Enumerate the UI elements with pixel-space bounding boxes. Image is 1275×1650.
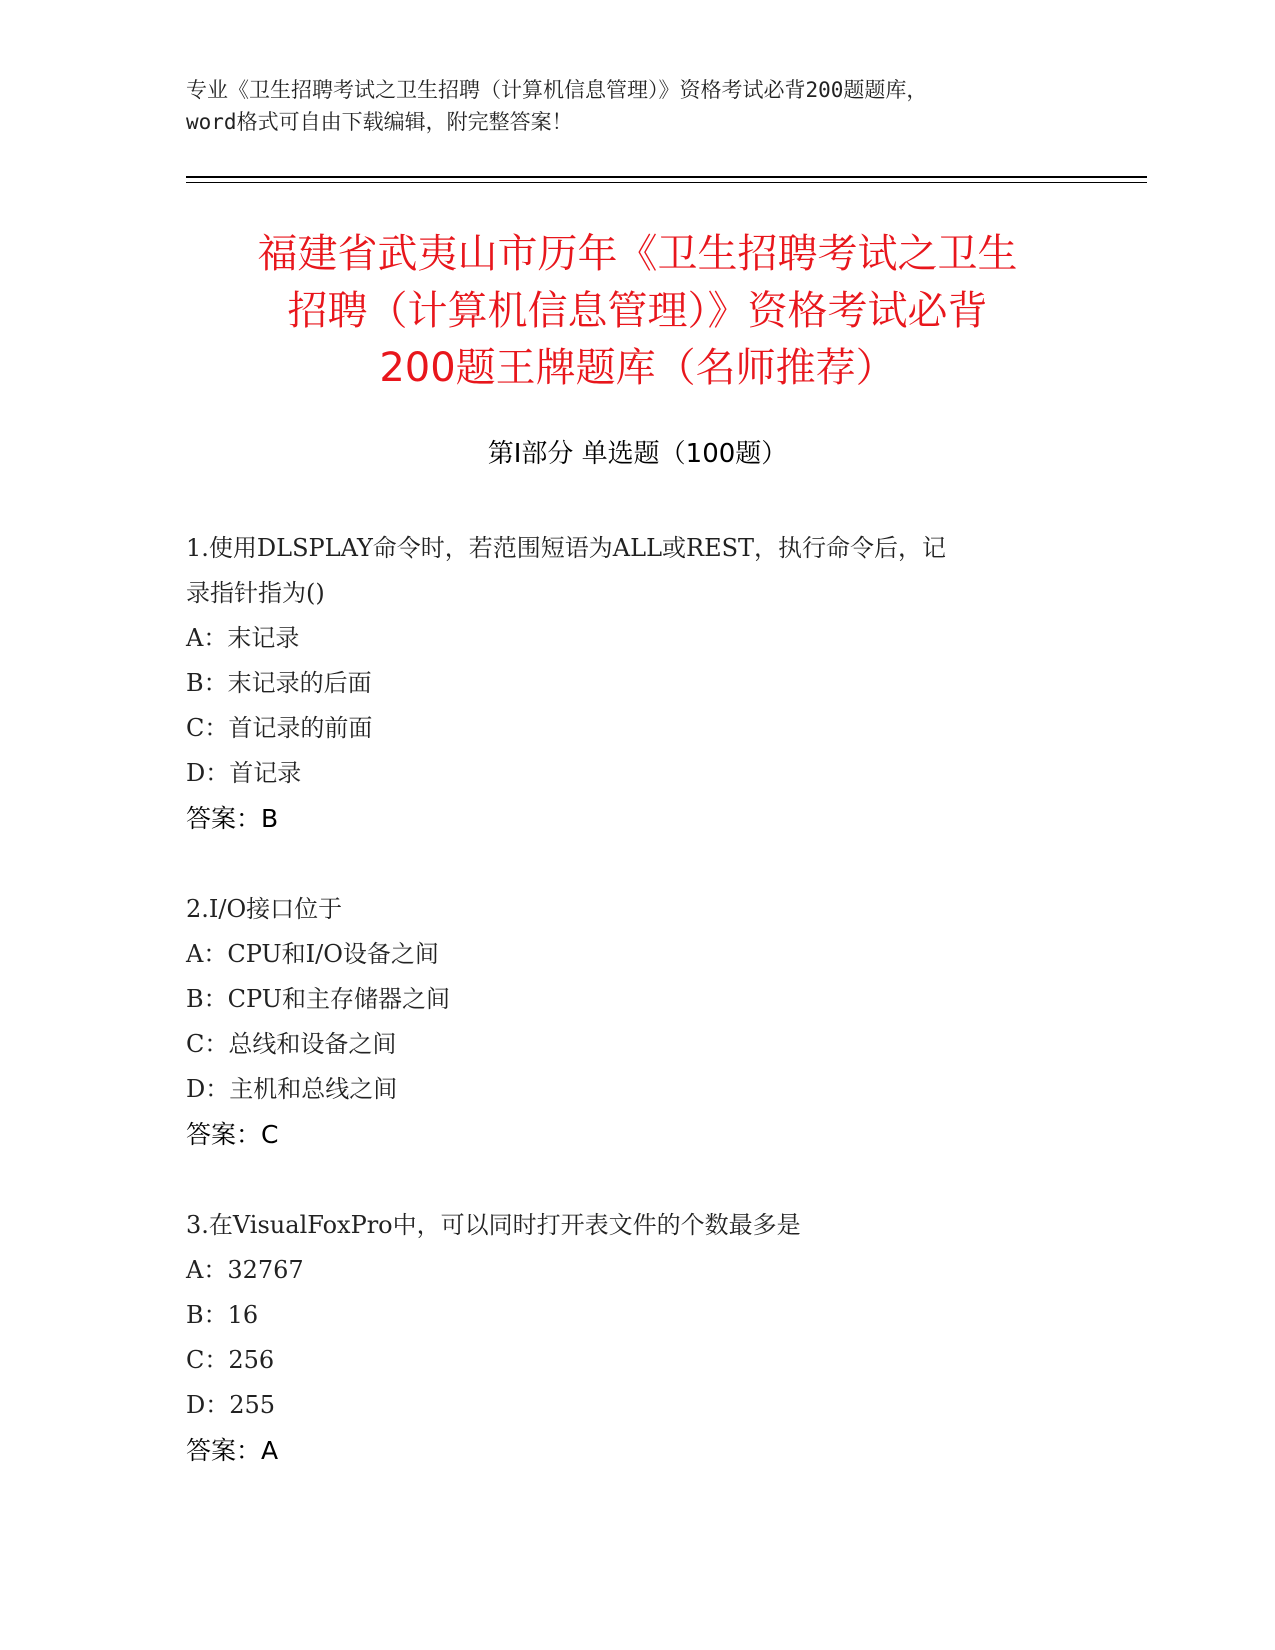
option-b: B：16 (186, 1301, 259, 1329)
header-note-line-2: word格式可自由下载编辑，附完整答案！ (186, 110, 573, 134)
header-divider-thick (186, 176, 1147, 178)
header-note (186, 74, 1086, 138)
option-c: C：总线和设备之间 (186, 1030, 397, 1058)
option-b: B：末记录的后面 (186, 669, 372, 697)
option-d: D：首记录 (186, 759, 302, 787)
page-title-line-3: 200题王牌题库（名师推荐） (379, 345, 896, 391)
question-2 (186, 887, 1086, 1157)
answer: 答案：C (186, 1120, 279, 1149)
answer: 答案：A (186, 1436, 279, 1465)
question-stem: 3.在VisualFoxPro中，可以同时打开表文件的个数最多是 (186, 1211, 801, 1239)
option-a: A：CPU和I/O设备之间 (186, 940, 439, 968)
option-d: D：255 (186, 1391, 276, 1419)
question-stem-continued: 录指针指为() (186, 579, 325, 607)
question-stem: 1.使用DLSPLAY命令时，若范围短语为ALL或REST，执行命令后，记 (186, 534, 947, 562)
question-stem: 2.I/O接口位于 (186, 895, 343, 923)
option-a: A：32767 (186, 1256, 304, 1284)
page-title-line-2: 招聘（计算机信息管理）》资格考试必背 (287, 288, 988, 334)
option-a: A：末记录 (186, 624, 300, 652)
page-title (150, 226, 1125, 397)
header-note-line-1: 专业《卫生招聘考试之卫生招聘（计算机信息管理）》资格考试必背200题题库， (186, 78, 928, 102)
question-list (186, 526, 1086, 1519)
section-title: 第Ⅰ部分 单选题（100题） (487, 439, 788, 469)
answer: 答案：B (186, 804, 279, 833)
option-d: D：主机和总线之间 (186, 1075, 398, 1103)
question-1 (186, 526, 1086, 841)
header-divider-thin (186, 182, 1147, 183)
option-c: C：256 (186, 1346, 275, 1374)
option-b: B：CPU和主存储器之间 (186, 985, 450, 1013)
question-3 (186, 1203, 1086, 1473)
page-title-line-1: 福建省武夷山市历年《卫生招聘考试之卫生 (257, 231, 1018, 277)
option-c: C：首记录的前面 (186, 714, 373, 742)
